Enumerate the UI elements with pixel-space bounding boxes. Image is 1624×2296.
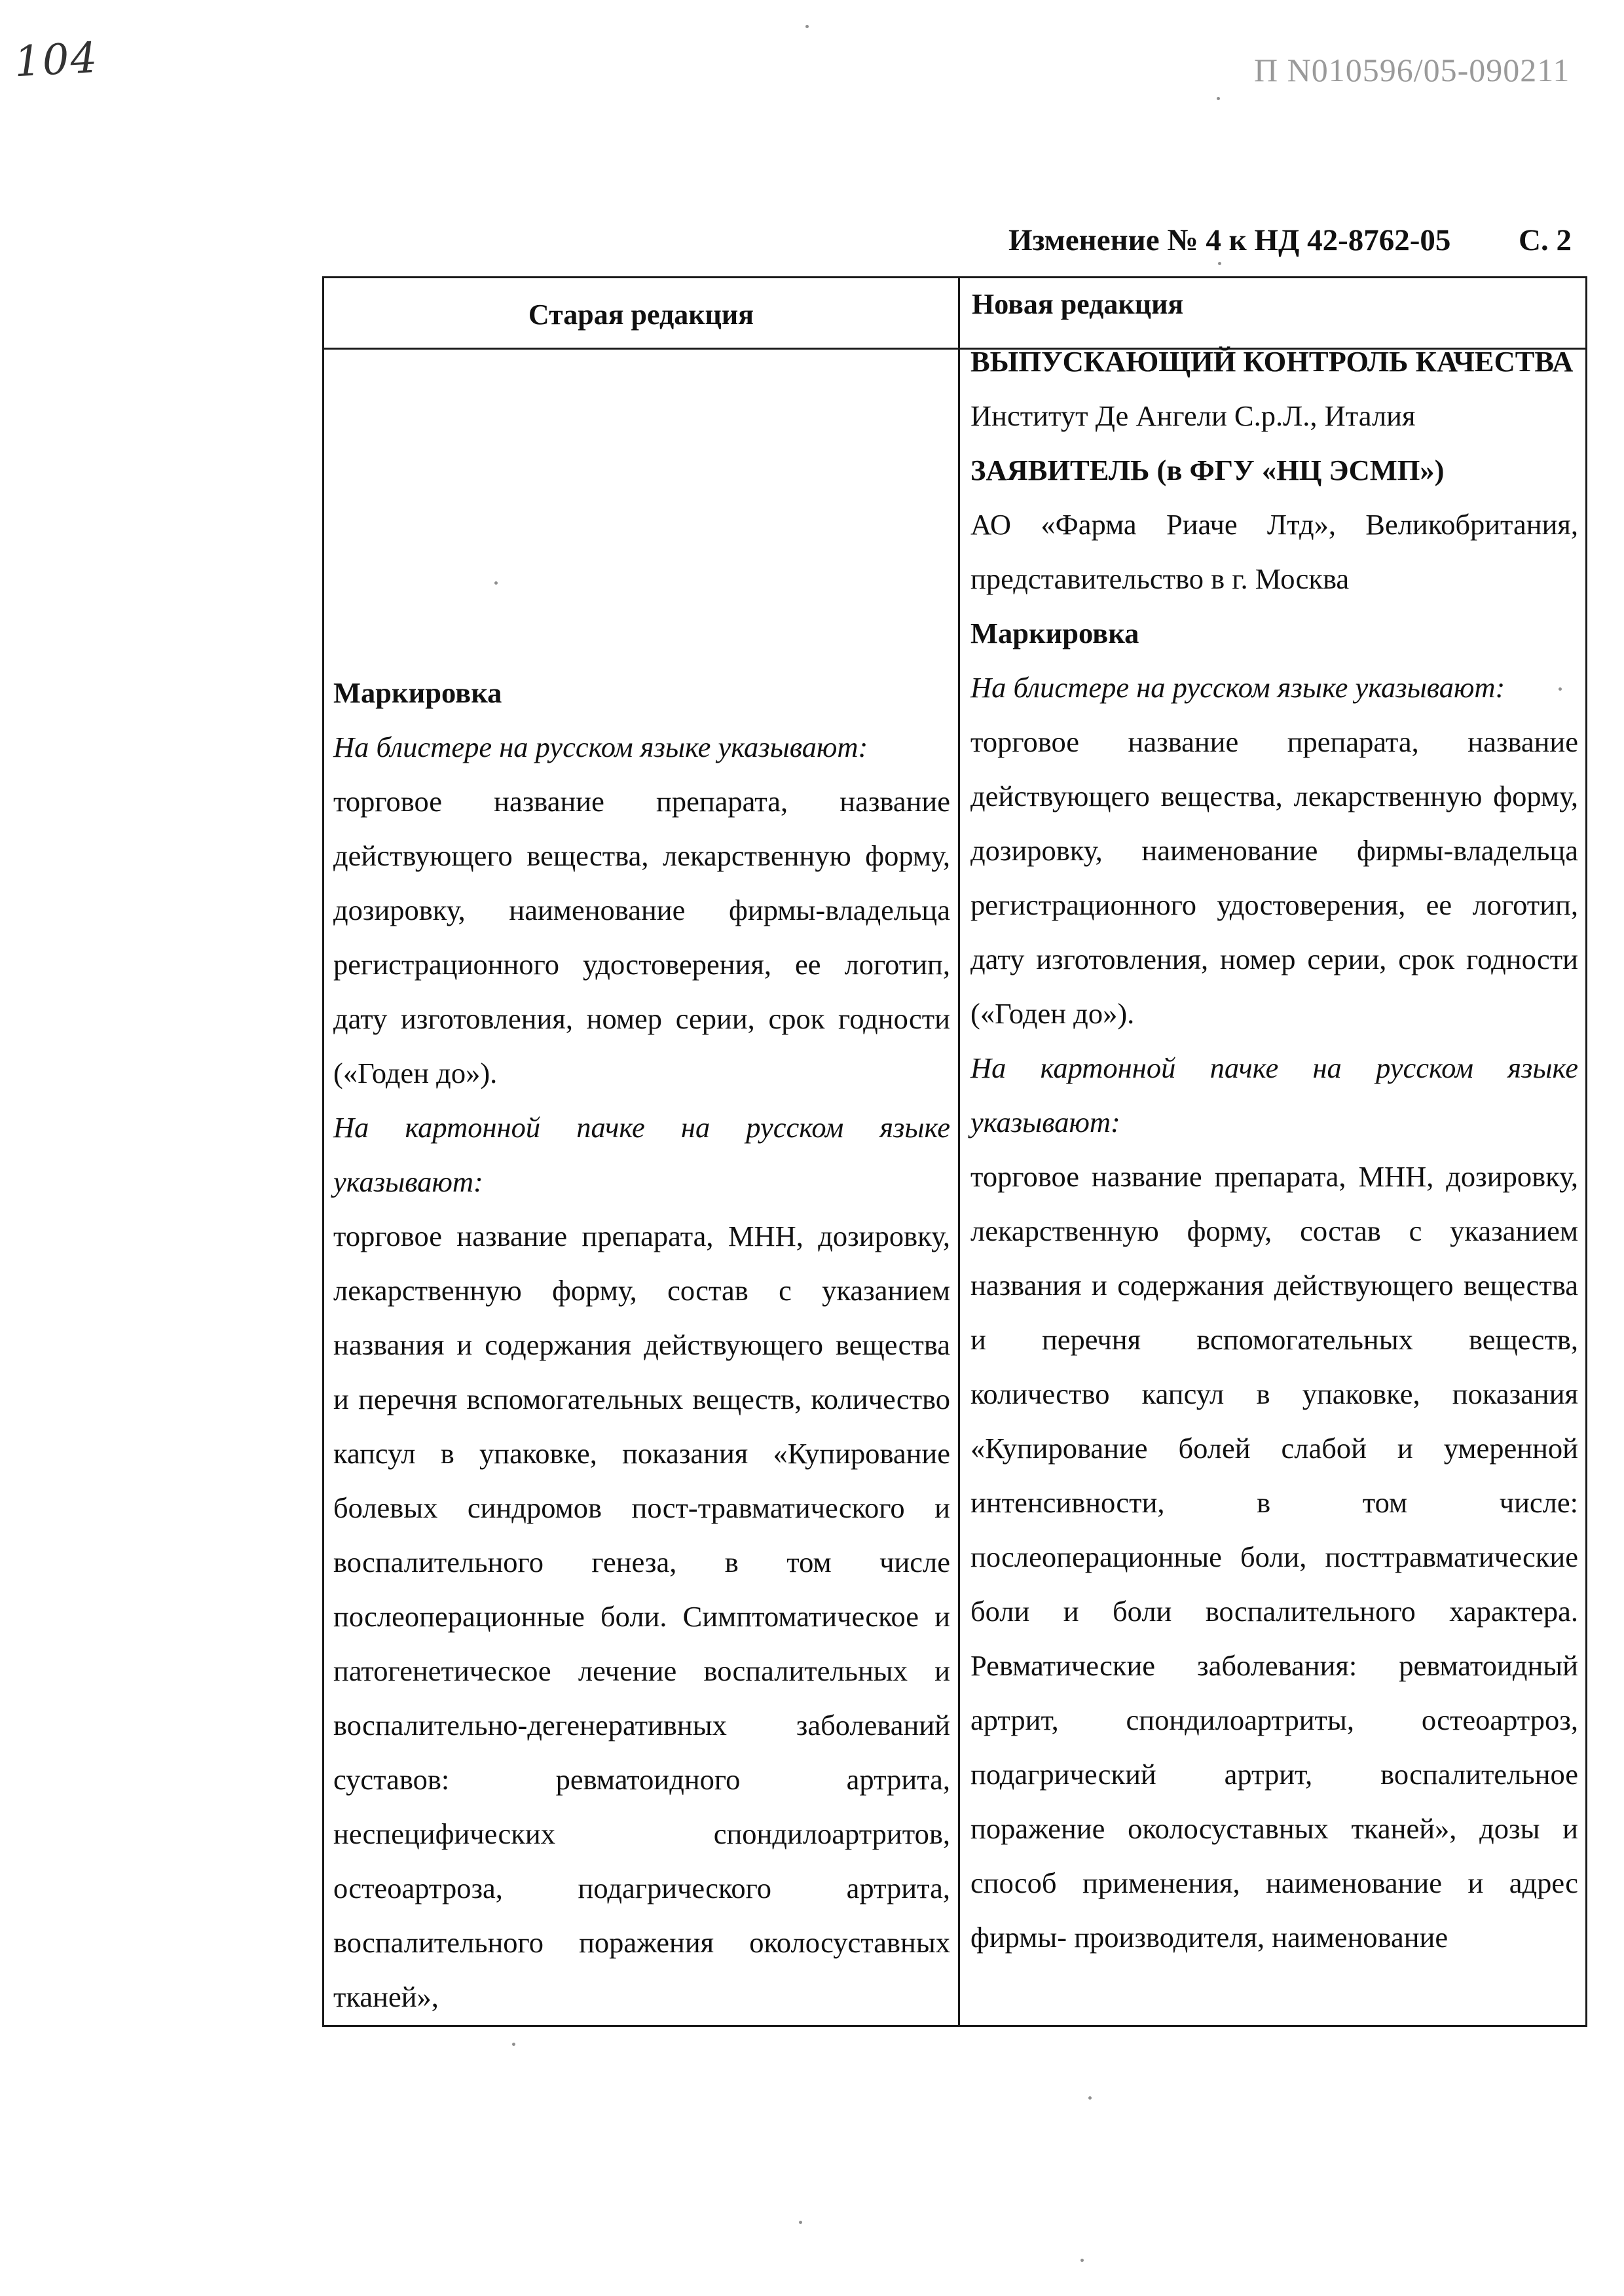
new-blister-intro: На блистере на русском языке указывают: xyxy=(970,671,1505,704)
page-number: С. 2 xyxy=(1519,223,1572,257)
scan-speck xyxy=(799,2221,802,2224)
new-carton-intro: На картонной пачке на русском языке указывают: xyxy=(970,1051,1578,1139)
old-edition-heading: Старая редакция xyxy=(528,299,754,331)
scan-speck xyxy=(1217,97,1220,100)
old-carton-intro: На картонной пачке на русском языке указывают: xyxy=(333,1111,950,1198)
amendment-title: Изменение № 4 к НД 42-8762-05 xyxy=(1008,223,1451,257)
old-blister-text: торговое название препарата, название действующего вещества, лекарственную форму, дозировку, наименование фирмы-владельца регистрационного удостоверения, ее логотип, дату изготовления, номер серии, срок годности («Годен до»). xyxy=(333,785,950,1089)
old-carton-text: торговое название препарата, МНН, дозировку, лекарственную форму, состав с указанием названия и содержания действующего вещества и перечня вспомогательных веществ, количество капсул в упаковке, показания «Купирование болевых синдромов пост-травматического и воспалительного генеза, в том числе послеоперационные боли. Симптоматическое и патогенетическое лечение воспалительных и воспалительно-дегенеративных заболеваний суставов: ревматоидного артрита, неспецифических спондилоартритов, остеоартроза, подагрического артрита, воспалительного поражения околосуставных тканей», xyxy=(333,1220,950,2013)
document-header xyxy=(1008,223,1572,258)
applicant-title: ЗАЯВИТЕЛЬ (в ФГУ «НЦ ЭСМП») xyxy=(970,454,1445,486)
comparison-table xyxy=(322,276,1587,2027)
old-blister-intro: На блистере на русском языке указывают: xyxy=(333,731,868,763)
new-blister-text: торговое название препарата, название действующего вещества, лекарственную форму, дозировку, наименование фирмы-владельца регистрационного удостоверения, ее логотип, дату изготовления, номер серии, срок годности («Годен до»). xyxy=(970,725,1578,1030)
release-control-text: Институт Де Ангели С.р.Л., Италия xyxy=(970,399,1416,432)
new-edition-heading: Новая редакция xyxy=(972,288,1184,320)
old-marking-title: Маркировка xyxy=(333,676,502,709)
scan-speck xyxy=(1088,2096,1092,2100)
handwritten-page-number: 104 xyxy=(13,33,100,87)
applicant-text: АО «Фарма Риаче Лтд», Великобритания, представительство в г. Москва xyxy=(970,508,1578,595)
new-carton-text: торговое название препарата, МНН, дозировку, лекарственную форму, состав с указанием названия и содержания действующего вещества и перечня вспомогательных веществ, количество капсул в упаковке, показания «Купирование болей слабой и умеренной интенсивности, в том числе: послеоперационные боли, посттравматические боли и боли воспалительного характера. Ревматические заболевания: ревматоидный артрит, спондилоартриты, остеоартроз, подагрический артрит, воспалительное поражение околосуставных тканей», дозы и способ применения, наименование и адрес фирмы- производителя, наименование xyxy=(970,1160,1578,1954)
registration-stamp-number: П N010596/05-090211 xyxy=(1254,52,1570,88)
scan-speck xyxy=(805,25,809,28)
scan-speck xyxy=(1218,262,1221,265)
old-edition-cell xyxy=(324,666,958,2024)
new-edition-cell xyxy=(960,335,1587,1965)
new-marking-title: Маркировка xyxy=(970,617,1139,649)
scan-speck xyxy=(1080,2259,1084,2262)
scan-speck xyxy=(512,2043,515,2046)
release-control-title: ВЫПУСКАЮЩИЙ КОНТРОЛЬ КАЧЕСТВА xyxy=(970,345,1574,378)
